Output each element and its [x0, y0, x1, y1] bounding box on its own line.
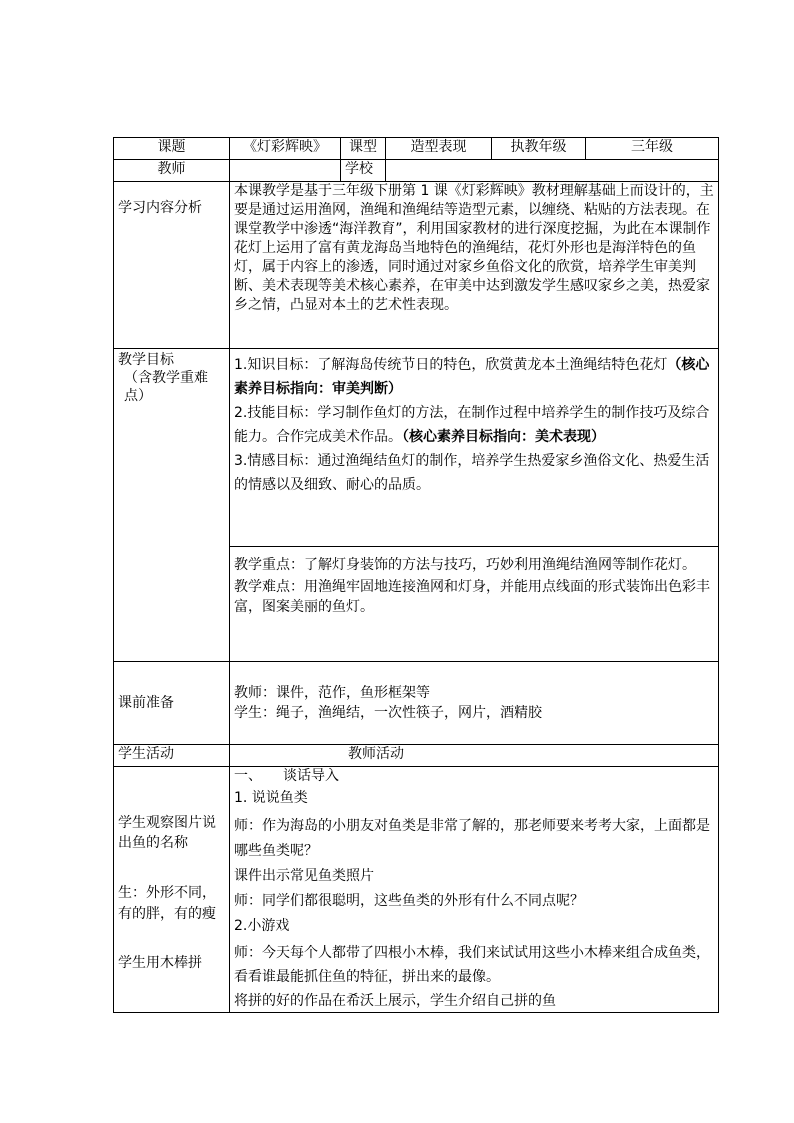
- activity-row: [114, 767, 719, 1013]
- header-row-2: [114, 160, 719, 182]
- header-row-1: [114, 138, 719, 160]
- school-value: [386, 160, 719, 182]
- student-activity-2: 生：外形不同，有的胖，有的瘦: [118, 885, 216, 922]
- student-activity-cell: [114, 767, 230, 1013]
- goal-knowledge: [234, 353, 714, 401]
- goal-skill-core: （核心素养目标指向：美术表现）: [402, 429, 605, 445]
- student-activity-1: 学生观察图片说出鱼的名称: [118, 815, 216, 851]
- teacher-label: 教师: [114, 160, 230, 182]
- subject-value: 《灯彩辉映》: [230, 138, 341, 160]
- analysis-label: 学习内容分析: [118, 200, 202, 216]
- goals-label-cell: [114, 349, 230, 662]
- prep-label: 课前准备: [114, 662, 230, 745]
- goal-knowledge-core: （核心素养目标指向：审美判断）: [234, 357, 710, 397]
- type-value: 造型表现: [386, 138, 492, 160]
- teacher-show-photos: 课件出示常见鱼类照片: [234, 868, 374, 884]
- goals-row: [114, 349, 719, 547]
- keypoints-content: [230, 547, 719, 662]
- teaching-focus: 教学重点：了解灯身装饰的方法与技巧，巧妙利用渔绳结渔网等制作花灯。: [234, 557, 696, 573]
- teaching-difficulty: 教学难点：用渔绳牢固地连接渔网和灯身，并能用点线面的形式装饰出色彩丰富，图案美丽的鱼灯。: [234, 579, 710, 615]
- goals-label-2: （含教学重难点）: [124, 370, 208, 404]
- analysis-text: 本课教学是基于三年级下册第 1 课《灯彩辉映》教材理解基础上而设计的，主要是通过运用渔网，渔绳和渔绳结等造型元素，以缠绕、粘贴的方法表现。在课堂教学中渗透“海洋教育”，利用国家教材的进行深度挖掘，为此在本课制作花灯上运用了富有黄龙海岛当地特色的渔绳结，花灯外形也是海洋特色的鱼灯，属于内容上的渗透，同时通过对家乡鱼俗文化的欣赏，培养学生审美判断、美术表现等美术核心素养，在审美中达到激发学生感叹家乡之美，热爱家乡之情，凸显对本土的艺术性表现。: [230, 182, 719, 349]
- analysis-label-cell: [114, 182, 230, 349]
- teacher-value: [230, 160, 341, 182]
- goal-skill: [234, 401, 714, 449]
- grade-label: 执教年级: [492, 138, 586, 160]
- analysis-row: [114, 182, 719, 349]
- teacher-game-instructions: 师：今天每个人都带了四根小木棒，我们来试试用这些小木棒来组合成鱼类，看看谁最能抓住鱼的特征，拼出来的最像。: [234, 945, 710, 985]
- lesson-plan-table: [113, 137, 719, 1013]
- goals-label-1: 教学目标: [118, 352, 174, 368]
- teacher-activity-cell: [230, 767, 719, 1013]
- prep-content: [230, 662, 719, 745]
- type-label: 课型: [341, 138, 386, 160]
- teacher-question-2: 师：同学们都很聪明，这些鱼类的外形有什么不同点呢？: [234, 893, 584, 909]
- grade-value: 三年级: [586, 138, 719, 160]
- school-label: 学校: [341, 160, 386, 182]
- prep-row: [114, 662, 719, 745]
- teacher-show-works: 将拼的好的作品在希沃上展示，学生介绍自己拼的鱼: [234, 993, 556, 1009]
- goal-knowledge-text: 1.知识目标：了解海岛传统节日的特色，欣赏黄龙本土渔绳结特色花灯: [234, 357, 668, 373]
- activity-header-row: [114, 745, 719, 767]
- goal-skill-text: 2.技能目标：学习制作鱼灯的方法，在制作过程中培养学生的制作技巧及综合能力。合作完成美术作品。: [234, 405, 710, 445]
- teacher-question-1: 师：作为海岛的小朋友对鱼类是非常了解的，那老师要来考考大家，上面都是哪些鱼类呢？: [234, 818, 710, 859]
- student-activity-header: 学生活动: [114, 745, 230, 767]
- teacher-step-2: 2.小游戏: [234, 918, 290, 934]
- teacher-activity-header: 教师活动: [230, 745, 719, 767]
- goal-emotion: 3.情感目标：通过渔绳结鱼灯的制作，培养学生热爱家乡渔俗文化、热爱生活的情感以及细致、耐心的品质。: [234, 453, 710, 493]
- prep-student: 学生：绳子，渔绳结，一次性筷子，网片，酒精胶: [234, 705, 542, 721]
- subject-label: 课题: [114, 138, 230, 160]
- goals-content: [230, 349, 719, 547]
- teacher-step-1: 1. 说说鱼类: [234, 790, 308, 806]
- prep-teacher: 教师：课件，范作，鱼形框架等: [234, 685, 430, 701]
- teacher-section-title: 一、 谈话导入: [234, 768, 339, 784]
- student-activity-3: 学生用木棒拼: [118, 955, 202, 971]
